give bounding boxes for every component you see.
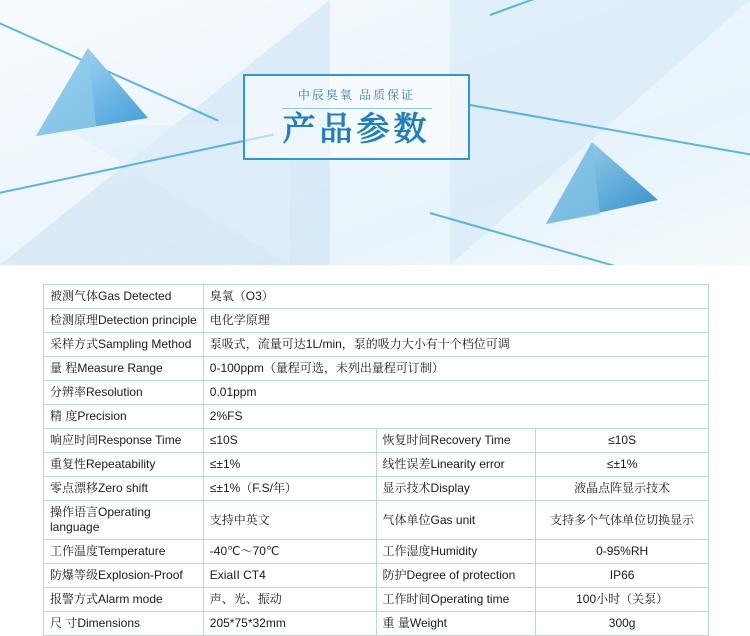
spec-value-secondary: ≤±1% (536, 453, 709, 477)
decorative-triangle-left (36, 48, 148, 136)
page-title: 产品参数 (282, 110, 431, 148)
spec-value-secondary: ≤10S (536, 429, 709, 453)
spec-value: 声、光、振动 (203, 588, 376, 612)
specification-table (43, 284, 709, 636)
spec-label: 报警方式Alarm mode (44, 588, 204, 612)
spec-label: 重复性Repeatability (44, 453, 204, 477)
table-row (44, 477, 709, 501)
spec-value-secondary: 100小时（关泵） (536, 588, 709, 612)
spec-table-wrapper (43, 284, 709, 636)
spec-value: ≤±1% (203, 453, 376, 477)
spec-value-secondary: 液晶点阵显示技术 (536, 477, 709, 501)
spec-label-secondary: 工作时间Operating time (376, 588, 536, 612)
table-row (44, 453, 709, 477)
spec-table-body (44, 285, 709, 636)
spec-label: 防爆等级Explosion-Proof (44, 564, 204, 588)
spec-value: ≤10S (203, 429, 376, 453)
banner-subtitle: 中辰臭氧 品质保证 (297, 88, 416, 103)
spec-value: 泵吸式，流量可达1L/min，泵的吸力大小有十个档位可调 (203, 333, 708, 357)
spec-label-secondary: 气体单位Gas unit (376, 501, 536, 540)
spec-label: 精 度Precision (44, 405, 204, 429)
table-row (44, 381, 709, 405)
spec-label-secondary: 显示技术Display (376, 477, 536, 501)
table-row (44, 429, 709, 453)
spec-value: ExiaII CT4 (203, 564, 376, 588)
spec-value: 支持中英文 (203, 501, 376, 540)
table-row (44, 612, 709, 636)
spec-label: 被测气体Gas Detected (44, 285, 204, 309)
title-divider (282, 108, 432, 109)
table-row (44, 405, 709, 429)
page-title-box (243, 74, 470, 160)
spec-value: 0.01ppm (203, 381, 708, 405)
spec-value: 205*75*32mm (203, 612, 376, 636)
spec-value-secondary: 0-95%RH (536, 540, 709, 564)
spec-label: 检测原理Detection principle (44, 309, 204, 333)
table-row (44, 333, 709, 357)
spec-value: ≤±1%（F.S/年） (203, 477, 376, 501)
spec-label-secondary: 防护Degree of protection (376, 564, 536, 588)
banner (0, 0, 750, 265)
spec-label: 工作温度Temperature (44, 540, 204, 564)
table-row (44, 309, 709, 333)
spec-label: 采样方式Sampling Method (44, 333, 204, 357)
table-row (44, 588, 709, 612)
table-row (44, 564, 709, 588)
table-row (44, 357, 709, 381)
decorative-triangle-right (546, 142, 658, 224)
spec-label: 分辨率Resolution (44, 381, 204, 405)
spec-label-secondary: 工作湿度Humidity (376, 540, 536, 564)
spec-value: 0-100ppm（量程可选，未列出量程可订制） (203, 357, 708, 381)
spec-value-secondary: 300g (536, 612, 709, 636)
spec-label: 量 程Measure Range (44, 357, 204, 381)
spec-value: 臭氧（O3） (203, 285, 708, 309)
spec-label-secondary: 恢复时间Recovery Time (376, 429, 536, 453)
spec-label-secondary: 线性误差Linearity error (376, 453, 536, 477)
spec-label: 尺 寸Dimensions (44, 612, 204, 636)
spec-value-secondary: 支持多个气体单位切换显示 (536, 501, 709, 540)
table-row (44, 540, 709, 564)
spec-label-secondary: 重 量Weight (376, 612, 536, 636)
spec-value: 电化学原理 (203, 309, 708, 333)
spec-value: 2%FS (203, 405, 708, 429)
spec-value-secondary: IP66 (536, 564, 709, 588)
table-row (44, 285, 709, 309)
spec-label: 操作语言Operating language (44, 501, 204, 540)
table-row (44, 501, 709, 540)
background-wedge-right (450, 0, 750, 265)
spec-label: 响应时间Response Time (44, 429, 204, 453)
spec-value: -40℃～70℃ (203, 540, 376, 564)
spec-label: 零点漂移Zero shift (44, 477, 204, 501)
